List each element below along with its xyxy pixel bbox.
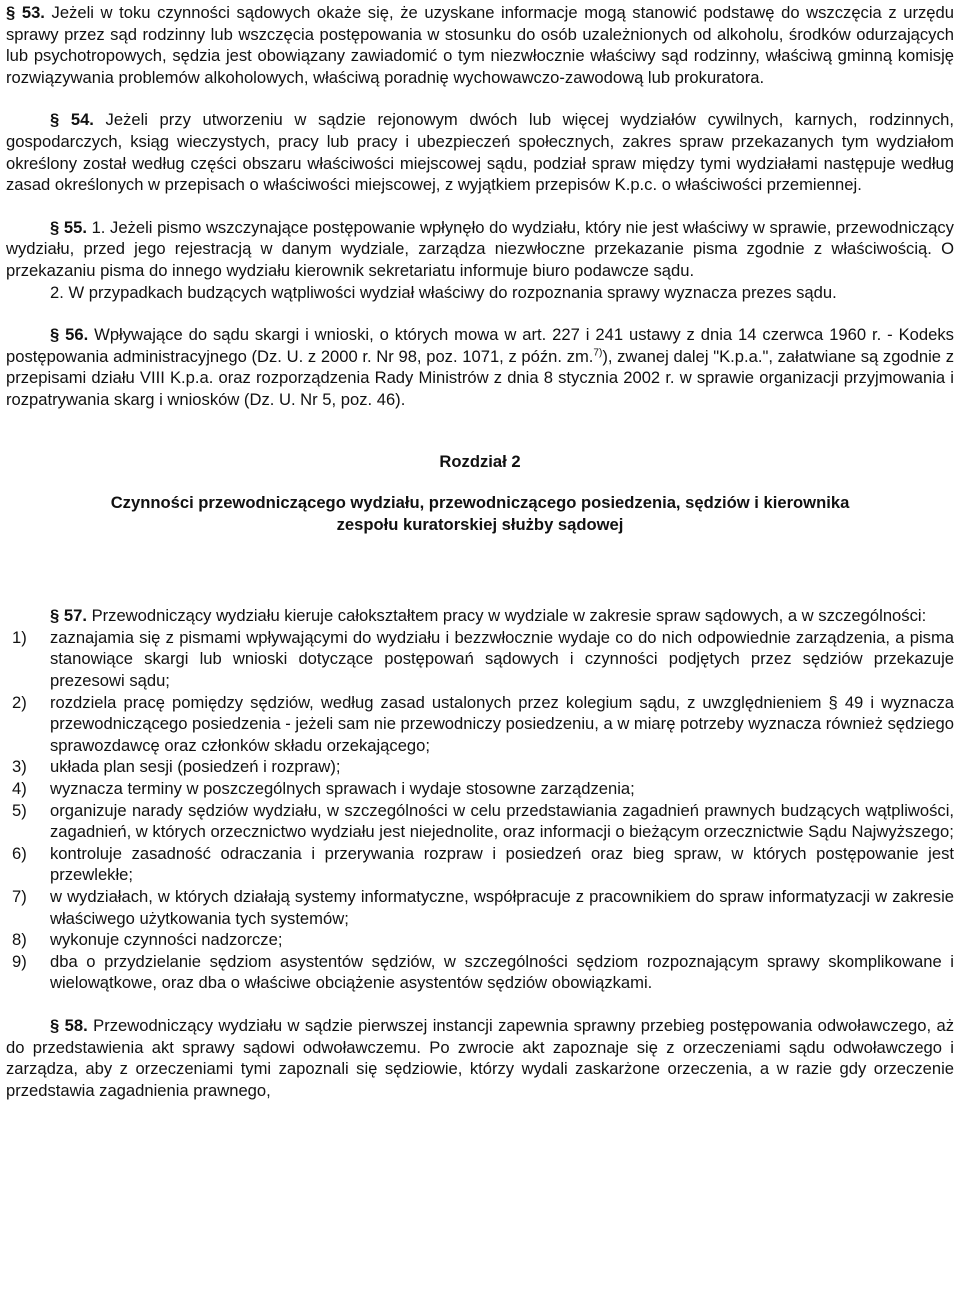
list-item-text: wykonuje czynności nadzorcze;: [50, 930, 283, 950]
paragraph-55-sub-1: [6, 217, 954, 282]
list-item-text: w wydziałach, w których działają systemy informatyczne, współpracuje z pracownikiem do spraw informatyzacji w zakresie właściwego użytkowania tych systemów;: [50, 887, 954, 928]
list-item: [6, 843, 954, 886]
paragraph-number: 53.: [21, 3, 45, 22]
subparagraph-number: 1.: [91, 217, 106, 237]
chapter-title-line-2: zespołu kuratorskiej służby sądowej: [336, 514, 624, 534]
list-item-text: organizuje narady sędziów wydziału, w szczególności w celu przedstawiania zagadnień prawnych budzących wątpliwości, zagadnień, w których orzecznictwo wydziału jest niejednolite, oraz informacji o bieżącym orzecznictwie Sądu Najwyższego;: [50, 800, 954, 842]
paragraph-53: [6, 2, 954, 88]
list-item: [6, 886, 954, 929]
list-item-number: 6): [12, 843, 27, 863]
list-item: [6, 778, 954, 800]
section-reference-sign: §: [828, 692, 838, 712]
list-item-number: 9): [12, 951, 27, 971]
list-item: [6, 951, 954, 994]
list-item: [6, 627, 954, 692]
list-item-text-continued: 49 i wyznacza przewodniczącego posiedzenia - jeżeli sam nie przewodniczy posiedzeniu, a w miarę potrzeby wyznacza również sędziego sprawozdawcę oraz członków składu orzekającego;: [50, 692, 954, 755]
list-item-number: 5): [12, 800, 27, 820]
list-item-text: wyznacza terminy w poszczególnych sprawach i wydaje stosowne zarządzenia;: [50, 779, 635, 799]
subparagraph-number: 2.: [50, 282, 64, 302]
paragraph-58: [6, 1015, 954, 1101]
section-sign: §: [50, 110, 60, 130]
chapter-number: Rozdział 2: [439, 451, 521, 471]
paragraph-text: Przewodniczący wydziału w sądzie pierwszej instancji zapewnia sprawny przebieg postępowania odwoławczego, aż do przedstawienia akt sprawy sądowi odwoławczemu. Po zwrocie akt zapoznaje się z orzeczeniami sądu odwoławczego i zarządza, aby z orzeczeniami tymi zapoznali się sędziowie, którzy wydali zaskarżone orzeczenia, a w razie gdy orzeczenie przedstawia zagadnienia prawnego,: [6, 1015, 954, 1100]
list-item: [6, 756, 954, 778]
paragraph-number: 54.: [70, 110, 94, 130]
paragraph-57-list: [6, 627, 954, 994]
list-item: [6, 800, 954, 843]
paragraph-text: Wpływające do sądu skargi i wnioski, o których mowa w art. 227 i 241 ustawy z dnia 14 czerwca 1960 r. - Kodeks postępowania administracyjnego (Dz. U. z 2000 r. Nr 98, poz. 1071, z późn. zm.: [6, 325, 954, 366]
subparagraph-text: W przypadkach budzących wątpliwości wydział właściwy do rozpoznania sprawy wyznacza prezes sądu.: [68, 282, 837, 302]
section-sign: §: [50, 606, 60, 626]
paragraph-text: Przewodniczący wydziału kieruje całokształtem pracy w wydziale w zakresie spraw sądowych, a w szczególności:: [91, 606, 927, 626]
paragraph-56: [6, 324, 954, 410]
paragraph-55: [6, 217, 954, 303]
list-item-number: 8): [12, 930, 27, 950]
list-item-number: 3): [12, 757, 27, 777]
list-item-text: kontroluje zasadność odraczania i przerywania rozpraw i posiedzeń oraz bieg spraw, w których postępowanie jest przewlekłe;: [50, 843, 954, 885]
paragraph-text-continued: ), zwanej dalej "K.p.a.", załatwiane są zgodnie z przepisami działu VIII K.p.a. oraz rozporządzenia Rady Ministrów z dnia 8 stycznia 2002 r. w sprawie organizacji przyjmowania i rozpatrywania skarg i wniosków (Dz. U. Nr 5, poz. 46).: [6, 346, 954, 409]
section-sign: §: [6, 3, 16, 22]
chapter-title-line-1: Czynności przewodniczącego wydziału, przewodniczącego posiedzenia, sędziów i kierownika: [110, 493, 850, 513]
chapter-title: [6, 492, 954, 535]
paragraph-54: [6, 109, 954, 195]
list-item-number: 2): [12, 692, 27, 712]
list-item-number: 7): [12, 887, 27, 906]
paragraph-number: 55.: [63, 217, 87, 237]
list-item-text: zaznajamia się z pismami wpływającymi do wydziału i bezzwłocznie wydaje co do nich odpowiednie zarządzenia, a pisma stanowiące skargi lub wnioski dotyczące postępowań sądowych i czynności podjętych przez sędziów przekazuje prezesowi sądu;: [50, 627, 954, 691]
list-item-text: rozdziela pracę pomiędzy sędziów, według zasad ustalonych przez kolegium sądu, z uwzględnieniem: [50, 692, 822, 712]
section-sign: §: [50, 325, 60, 345]
paragraph-57: [6, 605, 954, 627]
list-item-text: układa plan sesji (posiedzeń i rozpraw);: [50, 757, 341, 777]
paragraph-number: 58.: [64, 1015, 88, 1035]
list-item-text: dba o przydzielanie sędziom asystentów sędziów, w szczególności sędziom rozpoznającym sprawy skomplikowane i wielowątkowe, oraz dba o właściwe obciążenie asystentów sędziów obowiązkami.: [50, 951, 954, 993]
paragraph-number: 56.: [65, 325, 89, 345]
section-sign: §: [50, 217, 60, 237]
paragraph-55-sub-2: [6, 282, 954, 304]
subparagraph-text: Jeżeli pismo wszczynające postępowanie wpłynęło do wydziału, który nie jest właściwy w sprawie, przewodniczący wydziału, przed jego rejestracją w danym wydziale, zarządza niezwłoczne przekazanie pisma zgodnie z właściwością. O przekazaniu pisma do innego wydziału kierownik sekretariatu informuje biuro podawcze sądu.: [6, 217, 954, 280]
list-item-number: 4): [12, 779, 27, 799]
list-item: [6, 692, 954, 757]
footnote-ref[interactable]: 7): [593, 347, 603, 359]
paragraph-text: Jeżeli w toku czynności sądowych okaże się, że uzyskane informacje mogą stanowić podstawę do wszczęcia z urzędu sprawy przez sąd rodzinny lub wszczęcia postępowania w stosunku do osób uzależnionych od alkoholu, środków odurzających lub psychotropowych, sędzia jest obowiązany zawiadomić o tym niezwłocznie właściwy sąd rodzinny, właściwą gminną komisję rozwiązywania problemów alkoholowych, właściwą poradnię wychowawczo-zawodową lub prokuratora.: [6, 3, 954, 87]
paragraph-number: 57.: [63, 606, 87, 626]
list-item-number: 1): [12, 627, 27, 647]
section-sign: §: [50, 1015, 60, 1035]
paragraph-text: Jeżeli przy utworzeniu w sądzie rejonowym dwóch lub więcej wydziałów cywilnych, karnych, rodzinnych, gospodarczych, ksiąg wieczystych, pracy lub pracy i ubezpieczeń społecznych, zakres spraw przekazanych tym wydziałom określony został według części obszaru właściwości miejscowej sądu, podział spraw między tymi wydziałami następuje według zasad określonych w przepisach o właściwości miejscowej, z wyjątkiem przepisów K.p.c. o właściwości przemiennej.: [6, 110, 954, 195]
list-item: [6, 929, 954, 951]
